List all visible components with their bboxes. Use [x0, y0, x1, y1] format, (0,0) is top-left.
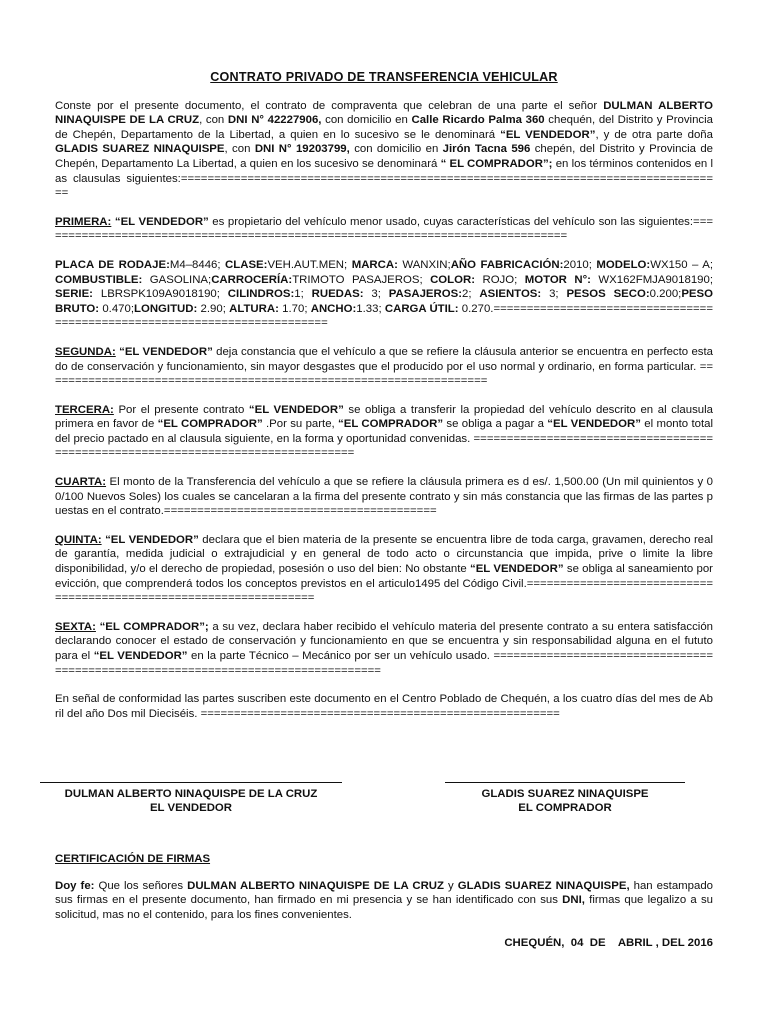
buyer-role: EL COMPRADOR	[518, 802, 612, 814]
seller-name: DULMAN ALBERTO NINAQUISPE DE LA CRUZ	[64, 788, 318, 800]
bold-text: “EL VENDEDOR”	[547, 418, 641, 431]
text-run: 3;	[541, 288, 567, 301]
bold-text: CARROCERÍA:	[211, 273, 293, 286]
bold-text: “EL VENDEDOR”	[470, 563, 564, 576]
text-run: El monto de la Transferencia del vehículo a que se refiere la cláusula primera es d es/. 1,500.00 (Un mil quinientos y 00/100 Nuevos Soles) los cuales se cancelaran a la firma del presente contrato y sin más constancia que las firmas de las partes puestas en el contrato.=========================================	[55, 476, 713, 518]
text-run: se obliga a transferir la propiedad del vehículo descrito en al clausula primera en favor de	[55, 403, 713, 431]
bold-text: “EL COMPRADOR”;	[99, 620, 209, 633]
text-run: VEH.AUT.MEN;	[267, 258, 352, 271]
text-run: Que los señores	[94, 879, 188, 892]
text-run: .Por su parte,	[262, 418, 339, 431]
text-run: con domicilio en	[321, 114, 412, 127]
bold-text: “EL VENDEDOR”	[119, 345, 213, 358]
text-run: 0.270.==========================================================================	[55, 302, 713, 330]
signature-line	[445, 782, 685, 783]
bold-text: “EL VENDEDOR”	[114, 215, 209, 228]
bold-text: Doy fe:	[55, 879, 95, 892]
bold-text: “EL COMPRADOR”	[157, 418, 263, 431]
bold-text: MARCA:	[351, 258, 398, 271]
text-run: en los términos contenidos en las clausulas siguientes:==================================================================================	[55, 157, 713, 200]
text-run: , y de otra parte doña	[595, 128, 713, 141]
bold-text: “EL VENDEDOR”	[500, 128, 596, 141]
bold-text: Calle Ricardo Palma 360	[411, 114, 545, 127]
text-run: es propietario del vehículo menor usado, cuyas características del vehículo son las siguientes:================================================================================	[55, 215, 713, 243]
text-run: firmas que legalizo a su solicitud, mas no el contenido, para los fines convenientes.	[55, 894, 713, 921]
clause-paragraph	[55, 692, 713, 721]
clause-paragraph	[55, 475, 713, 519]
clause-paragraph	[55, 403, 713, 461]
text-run: GASOLINA;	[142, 273, 212, 286]
text-run: 2010;	[563, 258, 597, 271]
text-run: en la parte Técnico – Mecánico por ser un vehículo usado. ==================================================================================	[55, 650, 713, 677]
bold-text: “ EL COMPRADOR”;	[440, 157, 553, 170]
clause-label: SEXTA:	[55, 620, 96, 633]
text-run: 2;	[462, 288, 480, 301]
text-run: el monto total del precio pactado en al clausula siguiente, en la forma y oportunidad convenidas. =================================================================================	[55, 418, 713, 460]
bold-text: Jirón Tacna 596	[442, 143, 531, 156]
bold-text: CILINDROS:	[227, 288, 295, 301]
contract-body	[55, 70, 713, 735]
text-run: TRIMOTO PASAJEROS;	[292, 273, 431, 286]
text-run: se obliga al saneamiento por evicción, que comprenderá todos los conceptos previstos en el articulo1495 del Código Civil.===================================================================	[55, 563, 713, 605]
bold-text: DNI N° 42227906,	[227, 114, 322, 127]
clause-label: PRIMERA:	[55, 215, 112, 228]
bold-text: “EL VENDEDOR”	[93, 650, 188, 662]
bold-text: “EL COMPRADOR”	[338, 418, 444, 431]
bold-text: PESOS SECO:	[566, 288, 650, 301]
text-run: ROJO;	[475, 273, 525, 286]
bold-text: DNI N° 19203799,	[254, 143, 350, 156]
bold-text: ASIENTOS:	[479, 288, 542, 301]
text-run: chequén, del Distrito y Provincia de Chepén, Departamento de la Libertad, a quien en lo sucesivo se le denominará	[55, 114, 713, 141]
bold-text: COLOR:	[430, 273, 476, 286]
clause-label: QUINTA:	[55, 533, 102, 546]
text-run: WANXIN;	[397, 258, 451, 271]
clause-paragraph	[55, 620, 713, 678]
bold-text: ANCHO:	[310, 302, 357, 315]
certification-paragraph	[55, 879, 713, 923]
clause-label: SEGUNDA:	[55, 345, 116, 358]
bold-text: LONGITUD:	[134, 302, 198, 315]
text-run: , con	[224, 143, 255, 156]
bold-text: DNI,	[562, 894, 585, 907]
clause-label: CUARTA:	[55, 476, 107, 489]
bold-text: SERIE:	[55, 288, 93, 301]
document-title: CONTRATO PRIVADO DE TRANSFERENCIA VEHICULAR	[210, 70, 558, 84]
bold-text: AÑO FABRICACIÓN:	[450, 258, 564, 271]
text-run: , con	[199, 114, 228, 127]
bold-text: PESO BRUTO:	[55, 288, 713, 315]
clause-paragraph	[55, 215, 713, 244]
text-run: 0.200;	[649, 288, 682, 301]
bold-text: DULMAN ALBERTO NINAQUISPE DE LA CRUZ	[55, 99, 714, 127]
signature-block	[40, 782, 720, 842]
text-run: 1;	[294, 288, 312, 301]
text-run: se obliga a pagar a	[443, 418, 548, 431]
buyer-name: GLADIS SUAREZ NINAQUISPE	[481, 788, 649, 800]
bold-text: CLASE:	[225, 258, 268, 271]
text-run: WX150 – A;	[650, 258, 713, 271]
bold-text: ALTURA:	[229, 302, 279, 315]
text-run: 3;	[363, 288, 389, 301]
text-run: En señal de conformidad las partes suscriben este documento en el Centro Poblado de Chequén, a los cuatro días del mes de Abril del año Dos mil Dieciséis. ======================================================	[55, 693, 713, 720]
text-run: a su vez, declara haber recibido el vehículo materia del presente contrato a su entera satisfacción declarando conocer el estado de conservación y funcionamiento en que se encuentra y sin responsabilidad alguna en el fututo para el	[55, 620, 713, 662]
text-run: Conste por el presente documento, el contrato de compraventa que celebran de una parte el señor	[55, 99, 604, 112]
text-run: LBRSPK109A9018190;	[92, 288, 228, 301]
bold-text: MODELO:	[596, 258, 651, 271]
seller-role: EL VENDEDOR	[149, 802, 233, 814]
clause-paragraph	[55, 533, 713, 606]
text-run: con domicilio en	[349, 143, 443, 156]
signing-date: CHEQUÉN, 04 DE ABRIL , DEL 2016	[504, 937, 713, 949]
seller-signature	[40, 782, 342, 815]
certification-title: CERTIFICACIÓN DE FIRMAS	[55, 853, 211, 865]
buyer-signature	[445, 782, 685, 815]
bold-text: “EL VENDEDOR”	[105, 533, 199, 546]
bold-text: GLADIS SUAREZ NINAQUISPE,	[457, 879, 630, 892]
clause-label: TERCERA:	[55, 403, 114, 416]
bold-text: PLACA DE RODAJE:	[55, 258, 170, 271]
text-run: deja constancia que el vehículo a que se refiere la cláusula anterior se encuentra en perfecto estado de conservación y funcionamiento, sin mayor desgastes que el producido por el uso normal y ordinario, en forma particular. ===================================================================	[55, 345, 713, 388]
text-run: han estampado sus firmas en el presente documento, han firmado en mi presencia y se han identificado con sus	[55, 879, 713, 907]
text-run: M4–8446;	[169, 258, 226, 271]
bold-text: COMBUSTIBLE:	[55, 273, 143, 286]
bold-text: MOTOR N°:	[524, 273, 591, 286]
text-run: 2.90;	[197, 302, 230, 315]
bold-text: DULMAN ALBERTO NINAQUISPE DE LA CRUZ	[187, 879, 444, 892]
clause-paragraph	[55, 258, 713, 331]
text-run: Por el presente contrato	[113, 403, 249, 416]
intro-paragraph	[55, 99, 713, 201]
text-run: declara que el bien materia de la presente se encuentra libre de toda carga, gravamen, derecho real de garantía, medida judicial o extrajudicial y en general de todo acto o circunstancia que impida, prive o limite la libre disponibilidad, y/o el derecho de propiedad, posesión o uso del bien: No obstante	[55, 533, 713, 576]
text-run: y	[444, 879, 458, 892]
text-run: WX162FMJA9018190;	[590, 273, 713, 286]
text-run: 0.470;	[99, 302, 135, 315]
certification-section	[55, 852, 713, 922]
bold-text: PASAJEROS:	[388, 288, 462, 301]
clauses-list	[55, 215, 713, 722]
text-run: 1.33;	[356, 302, 385, 315]
signature-line	[40, 782, 342, 783]
bold-text: CARGA ÚTIL:	[384, 302, 459, 315]
text-run: chepén, del Distrito y Provincia de Chepén, Departamento La Libertad, a quien en los sucesivo se denominará	[55, 143, 714, 170]
bold-text: RUEDAS:	[311, 288, 364, 301]
bold-text: “EL VENDEDOR”	[248, 403, 344, 416]
bold-text: GLADIS SUAREZ NINAQUISPE	[55, 143, 225, 156]
text-run: 1.70;	[278, 302, 311, 315]
clause-paragraph	[55, 345, 713, 389]
